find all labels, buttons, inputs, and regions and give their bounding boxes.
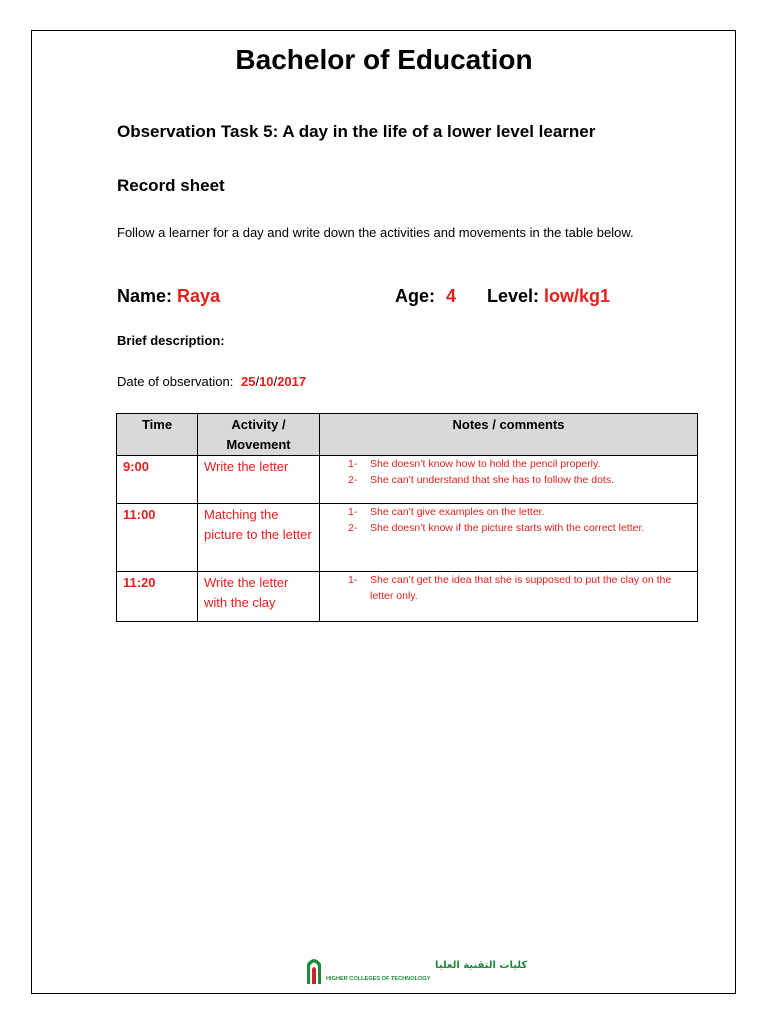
date-separator: / — [273, 374, 278, 389]
note-item — [348, 504, 691, 520]
date-of-observation — [117, 374, 306, 389]
note-number: 1- — [348, 574, 358, 586]
name-label: Name: — [117, 286, 173, 306]
note-text: She doesn’t know how to hold the pencil properly. — [370, 458, 601, 470]
date-day: 25 — [240, 374, 256, 389]
level-label: Level: — [487, 286, 540, 306]
name-value: Raya — [177, 286, 221, 306]
note-item — [348, 472, 691, 488]
logo-english-text: HIGHER COLLEGES OF TECHNOLOGY — [326, 976, 431, 982]
notes-cell — [320, 504, 698, 572]
note-text: She can’t get the idea that she is supposed to put the clay on the letter only. — [370, 574, 672, 602]
logo-arabic-text: كليات التقنية العليا — [435, 960, 528, 971]
header-activity: Activity / Movement — [198, 414, 320, 456]
note-number: 1- — [348, 506, 358, 518]
activity-cell: Matching the picture to the letter — [198, 504, 320, 572]
level-value: low/kg1 — [544, 286, 611, 306]
time-cell: 9:00 — [117, 456, 198, 504]
activity-cell: Write the letter — [198, 456, 320, 504]
brief-description-label: Brief description: — [117, 333, 225, 348]
note-text: She can’t understand that she has to follow the dots. — [370, 474, 614, 486]
note-item — [348, 520, 691, 536]
note-text: She doesn’t know if the picture starts with the correct letter. — [370, 522, 645, 534]
note-item — [348, 456, 691, 472]
date-month: 10 — [259, 374, 274, 389]
notes-cell — [320, 456, 698, 504]
table-row — [117, 572, 698, 622]
record-sheet-heading: Record sheet — [117, 176, 225, 195]
note-item — [348, 572, 691, 604]
note-number: 1- — [348, 458, 358, 470]
activity-cell: Write the letter with the clay — [198, 572, 320, 622]
note-number: 2- — [348, 522, 358, 534]
date-label: Date of observation: — [117, 374, 234, 389]
table-row — [117, 504, 698, 572]
document-title: Bachelor of Education — [235, 44, 533, 75]
notes-cell — [320, 572, 698, 622]
age-value: 4 — [446, 286, 457, 306]
date-year: 2017 — [277, 374, 307, 389]
name-field — [117, 286, 220, 307]
note-text: She can’t give examples on the letter. — [370, 506, 545, 518]
note-number: 2- — [348, 474, 358, 486]
age-field — [395, 286, 456, 307]
task-heading: Observation Task 5: A day in the life of a lower level learner — [117, 122, 596, 141]
table-row — [117, 456, 698, 504]
header-time: Time — [117, 414, 198, 456]
observation-table — [116, 413, 698, 622]
level-field — [487, 286, 610, 307]
time-cell: 11:00 — [117, 504, 198, 572]
table-header-row — [117, 414, 698, 456]
date-separator: / — [255, 374, 260, 389]
time-cell: 11:20 — [117, 572, 198, 622]
hct-logo — [305, 951, 528, 985]
instructions-text: Follow a learner for a day and write down the activities and movements in the table below. — [117, 225, 634, 240]
age-label: Age: — [395, 286, 435, 306]
hct-emblem-icon — [307, 959, 321, 984]
header-notes: Notes / comments — [320, 414, 698, 456]
